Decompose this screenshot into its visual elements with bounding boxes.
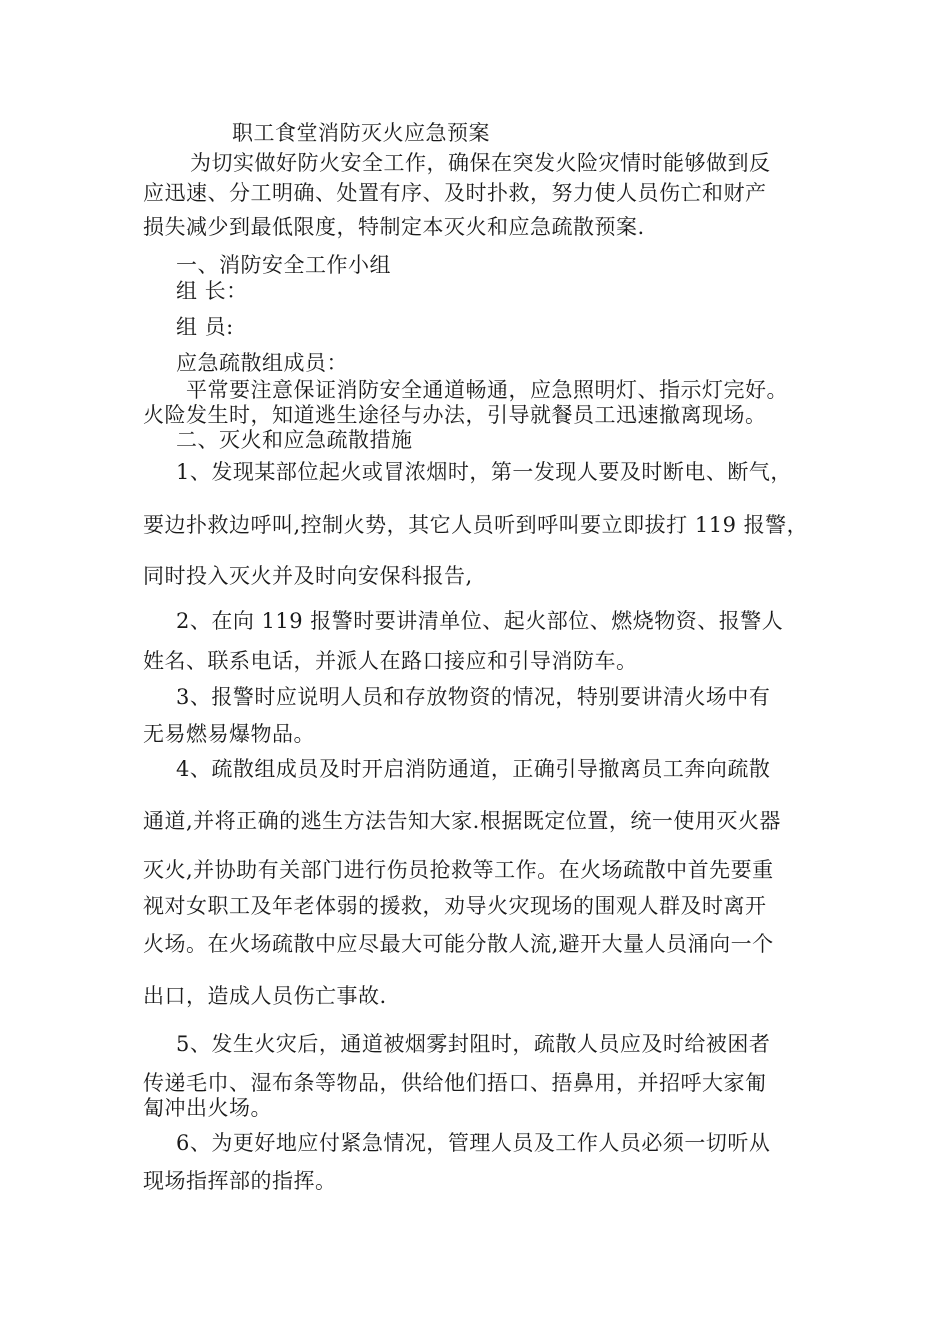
item4-line-1: 4、疏散组成员及时开启消防通道，正确引导撤离员工奔向疏散 xyxy=(176,757,771,781)
item2-line-1: 2、在向 119 报警时要讲清单位、起火部位、燃烧物资、报警人 xyxy=(176,609,784,633)
notice-line-1: 平常要注意保证消防安全通道畅通，应急照明灯、指示灯完好。 xyxy=(186,378,788,402)
notice-line-2: 火险发生时，知道逃生途径与办法，引导就餐员工迅速撤离现场。 xyxy=(143,403,767,427)
item6-line-1: 6、为更好地应付紧急情况，管理人员及工作人员必须一切听从 xyxy=(176,1131,771,1155)
item5-line-3: 匐冲出火场。 xyxy=(143,1096,272,1120)
item3-line-1: 3、报警时应说明人员和存放物资的情况，特别要讲清火场中有 xyxy=(176,685,771,709)
item3-line-2: 无易燃易爆物品。 xyxy=(143,722,315,746)
section2-heading: 二、灭火和应急疏散措施 xyxy=(176,428,413,452)
item5-line-2: 传递毛巾、湿布条等物品，供给他们捂口、捂鼻用，并招呼大家匍 xyxy=(143,1071,767,1095)
item4-line-2: 通道,并将正确的逃生方法告知大家.根据既定位置，统一使用灭火器 xyxy=(143,809,781,833)
item6-line-2: 现场指挥部的指挥。 xyxy=(143,1169,337,1193)
item5-line-1: 5、发生火灾后，通道被烟雾封阻时，疏散人员应及时给被困者 xyxy=(176,1032,771,1056)
item2-line-2: 姓名、联系电话，并派人在路口接应和引导消防车。 xyxy=(143,649,638,673)
intro-line-1: 为切实做好防火安全工作，确保在突发火险灾情时能够做到反 xyxy=(190,151,771,175)
intro-line-2: 应迅速、分工明确、处置有序、及时扑救，努力使人员伤亡和财产 xyxy=(143,181,767,205)
section1-heading: 一、消防安全工作小组 xyxy=(176,253,391,277)
evac-members-label: 应急疏散组成员： xyxy=(176,351,348,375)
leader-label: 组 长： xyxy=(176,279,248,303)
item4-line-4: 视对女职工及年老体弱的援救，劝导火灾现场的围观人群及时离开 xyxy=(143,894,767,918)
intro-line-3: 损失减少到最低限度，特制定本灭火和应急疏散预案. xyxy=(143,215,645,239)
item4-line-5: 火场。在火场疏散中应尽最大可能分散人流,避开大量人员涌向一个 xyxy=(143,932,774,956)
item1-line-2: 要边扑救边呼叫,控制火势，其它人员听到呼叫要立即拔打 119 报警， xyxy=(143,513,809,537)
item1-line-3: 同时投入灭火并及时向安保科报告, xyxy=(143,564,473,588)
document-title: 职工食堂消防灭火应急预案 xyxy=(232,121,490,145)
item4-line-3: 灭火,并协助有关部门进行伤员抢救等工作。在火场疏散中首先要重 xyxy=(143,858,774,882)
item4-line-6: 出口，造成人员伤亡事故. xyxy=(143,984,387,1008)
member-label: 组 员: xyxy=(176,315,234,339)
item1-line-1: 1、发现某部位起火或冒浓烟时，第一发现人要及时断电、断气， xyxy=(176,460,792,484)
